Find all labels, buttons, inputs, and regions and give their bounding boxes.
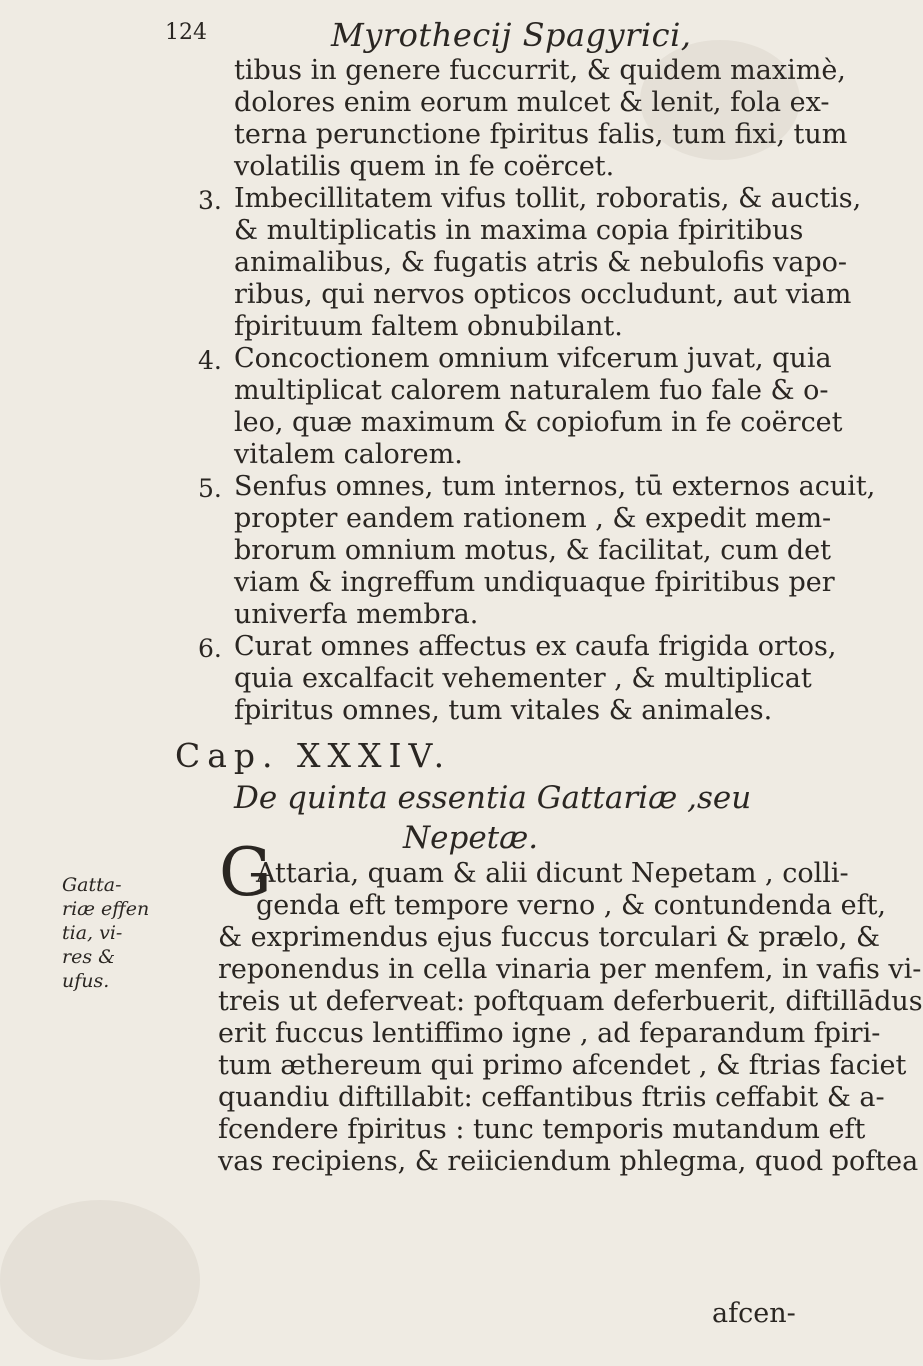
text-line: treis ut deferveat: poftquam deferbuerit, diftillādus	[218, 986, 923, 1017]
marginal-note	[62, 873, 162, 993]
text-line: Attaria, quam & alii dicunt Nepetam , colli-	[256, 858, 849, 889]
chapter-title: De quinta essentia Gattariæ ,seu	[234, 780, 752, 816]
text-line: terna perunctione fpiritus falis, tum fixi, tum	[234, 119, 848, 150]
catchword: afcen-	[712, 1298, 796, 1329]
text-line: leo, quæ maximum & copiofum in fe coërcet	[234, 407, 843, 438]
text-line: univerfa membra.	[234, 599, 479, 630]
text-line: dolores enim eorum mulcet & lenit, fola ex-	[234, 87, 830, 118]
text-line: & exprimendus ejus fuccus torculari & prælo, &	[218, 922, 881, 953]
text-line: Senfus omnes, tum internos, tū externos acuit,	[234, 471, 876, 502]
text-line: quandiu diftillabit: ceffantibus ftriis ceffabit & a-	[218, 1082, 885, 1113]
item-number: 3.	[198, 186, 222, 215]
marginal-note-line: Gatta-	[62, 874, 122, 896]
marginal-note-line: res &	[62, 946, 116, 968]
marginal-note-line: ufus.	[62, 970, 110, 992]
text-line: tibus in genere fuccurrit, & quidem maximè,	[234, 55, 846, 86]
text-line: vas recipiens, & reiiciendum phlegma, quod poftea	[218, 1146, 919, 1177]
text-line: tum æthereum qui primo afcendet , & ftrias faciet	[218, 1050, 907, 1081]
text-line: fpirituum faltem obnubilant.	[234, 311, 623, 342]
text-line: fpiritus omnes, tum vitales & animales.	[234, 695, 773, 726]
drop-cap-initial: G	[219, 834, 272, 911]
chapter-title-continued: Nepetæ.	[403, 820, 539, 856]
text-line: Imbecillitatem vifus tollit, roboratis, & auctis,	[234, 183, 862, 214]
text-line: quia excalfacit vehementer , & multiplicat	[234, 663, 812, 694]
chapter-heading: Cap. XXXIV.	[175, 736, 452, 775]
text-line: multiplicat calorem naturalem fuo fale & o-	[234, 375, 829, 406]
text-line: Curat omnes affectus ex caufa frigida ortos,	[234, 631, 837, 662]
item-number: 4.	[198, 346, 222, 375]
paper-stain	[0, 1200, 200, 1360]
marginal-note-line: tia, vi-	[62, 922, 123, 944]
page-number: 124	[165, 20, 207, 45]
text-line: viam & ingreffum undiquaque fpiritibus per	[234, 567, 835, 598]
text-line: vitalem calorem.	[234, 439, 463, 470]
running-title: Myrothecij Spagyrici,	[331, 16, 692, 54]
text-line: Concoctionem omnium vifcerum juvat, quia	[234, 343, 832, 374]
text-line: reponendus in cella vinaria per menfem, in vafis vi-	[218, 954, 922, 985]
marginal-note-line: riæ effen	[62, 898, 150, 920]
text-line: & multiplicatis in maxima copia fpiritibus	[234, 215, 804, 246]
text-line: erit fuccus lentiffimo igne , ad feparandum fpiri-	[218, 1018, 881, 1049]
text-line: ribus, qui nervos opticos occludunt, aut viam	[234, 279, 852, 310]
text-line: volatilis quem in fe coërcet.	[234, 151, 615, 182]
text-line: propter eandem rationem , & expedit mem-	[234, 503, 832, 534]
text-line: genda eft tempore verno , & contundenda eft,	[256, 890, 887, 921]
text-line: animalibus, & fugatis atris & nebulofis vapo-	[234, 247, 848, 278]
item-number: 6.	[198, 634, 222, 663]
text-line: brorum omnium motus, & facilitat, cum det	[234, 535, 832, 566]
item-number: 5.	[198, 474, 222, 503]
text-line: fcendere fpiritus : tunc temporis mutandum eft	[218, 1114, 866, 1145]
